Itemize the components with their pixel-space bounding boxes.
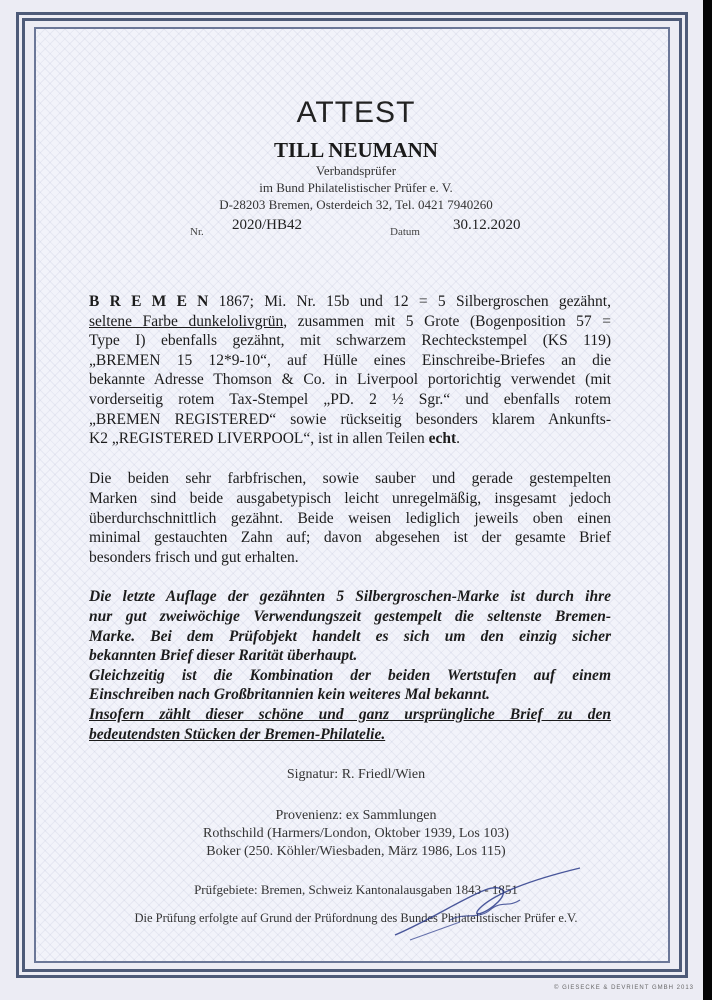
- examiner-association: im Bund Philatelistischer Prüfer e. V.: [259, 180, 453, 195]
- datum-label: Datum: [390, 226, 420, 238]
- p2-line-3: überdurchschnittlich gezähnt. Beide weisen lediglich jeweils oben einen: [89, 510, 611, 527]
- pruefgebiete: Prüfgebiete: Bremen, Schweiz Kantonalausgaben 1843 - 1851: [194, 882, 518, 897]
- p1-echt: echt: [428, 430, 457, 447]
- p1-line-3: Type I) ebenfalls gezähnt, mit schwarzem Rechteckstempel (KS 119): [89, 332, 611, 349]
- p3-line-5: Gleichzeitig ist die Kombination der beiden Wertstufen auf einem: [89, 667, 611, 684]
- p1-line-1-text: 1867; Mi. Nr. 15b und 12 = 5 Silbergroschen gezähnt,: [208, 293, 611, 310]
- provenienz-line-2: Boker (250. Köhler/Wiesbaden, März 1986, Los 115): [206, 844, 506, 859]
- p1-line-1: [89, 292, 611, 312]
- p1-line-8-end: .: [456, 430, 460, 447]
- p2-line-1: Die beiden sehr farbfrischen, sowie sauber und gerade gestempelten: [89, 470, 611, 487]
- p1-line-2-text: , zusammen mit 5 Grote (Bogenposition 57 =: [283, 313, 611, 330]
- examiner-role: Verbandsprüfer: [315, 163, 397, 178]
- p1-line-4: „BREMEN 15 12*9-10“, auf Hülle eines Einschreibe-Briefes an die: [89, 352, 611, 369]
- p2-line-5: besonders frisch und gut erhalten.: [89, 549, 299, 566]
- p3-line-1: Die letzte Auflage der gezähnten 5 Silbergroschen-Marke ist durch ihre: [89, 588, 611, 605]
- p3-line-3: Marke. Bei dem Prüfobjekt handelt es sich um den einzig sicher: [89, 628, 611, 645]
- signatur: Signatur: R. Friedl/Wien: [286, 767, 426, 782]
- p1-line-8: [89, 429, 611, 449]
- p2-line-4: minimal gestauchten Zahn auf; davon abgesehen ist der gesamte Brief: [89, 529, 611, 546]
- p2-line-2: Marken sind beide ausgabetypisch leicht unregelmäßig, insgesamt jedoch: [89, 490, 611, 507]
- scan-edge: [703, 0, 712, 1000]
- datum-value: 30.12.2020: [453, 217, 521, 233]
- attest-title: ATTEST: [296, 96, 416, 129]
- examiner-address: D-28203 Bremen, Osterdeich 32, Tel. 0421 7940260: [219, 197, 493, 212]
- pruefung-note: Die Prüfung erfolgte auf Grund der Prüfordnung des Bundes Philatelistischer Prüfer e.V.: [134, 911, 578, 925]
- p3-line-4: bekannten Brief dieser Rarität überhaupt.: [89, 647, 358, 664]
- p3-line-2: nur gut zweiwöchige Verwendungszeit gestempelt die seltenste Bremen-: [89, 608, 611, 625]
- p1-line-8-text: K2 „REGISTERED LIVERPOOL“, ist in allen Teilen: [89, 430, 429, 447]
- nr-label: Nr.: [190, 226, 204, 238]
- nr-value: 2020/HB42: [232, 217, 303, 233]
- provenienz-label: Provenienz: ex Sammlungen: [275, 808, 437, 823]
- p1-line-2: [89, 312, 611, 332]
- p1-rare-color: seltene Farbe dunkelolivgrün: [89, 313, 284, 330]
- watermark: © GIESECKE & DEVRIENT GMBH 2013: [553, 985, 694, 991]
- p1-bremen: B R E M E N: [89, 293, 209, 310]
- p3-line-6: Einschreiben nach Großbritannien kein weiteres Mal bekannt.: [89, 686, 490, 703]
- p3-line-8: bedeutendsten Stücken der Bremen-Philatelie.: [89, 726, 386, 743]
- handwritten-signature: [390, 860, 590, 950]
- p3-line-7: Insofern zählt dieser schöne und ganz ursprüngliche Brief zu den: [89, 706, 611, 723]
- provenienz-line-1: Rothschild (Harmers/London, Oktober 1939, Los 103): [202, 826, 509, 841]
- examiner-name: TILL NEUMANN: [274, 138, 438, 162]
- p1-line-6: vorderseitig rotem Tax-Stempel „PD. 2 ½ Sgr.“ und ebenfalls rotem: [89, 391, 611, 408]
- p1-line-7: „BREMEN REGISTERED“ sowie rückseitig besonders klarem Ankunfts-: [89, 411, 611, 428]
- p1-line-5: bekannte Adresse Thomson & Co. in Liverpool portorichtig verwendet (mit: [89, 371, 611, 388]
